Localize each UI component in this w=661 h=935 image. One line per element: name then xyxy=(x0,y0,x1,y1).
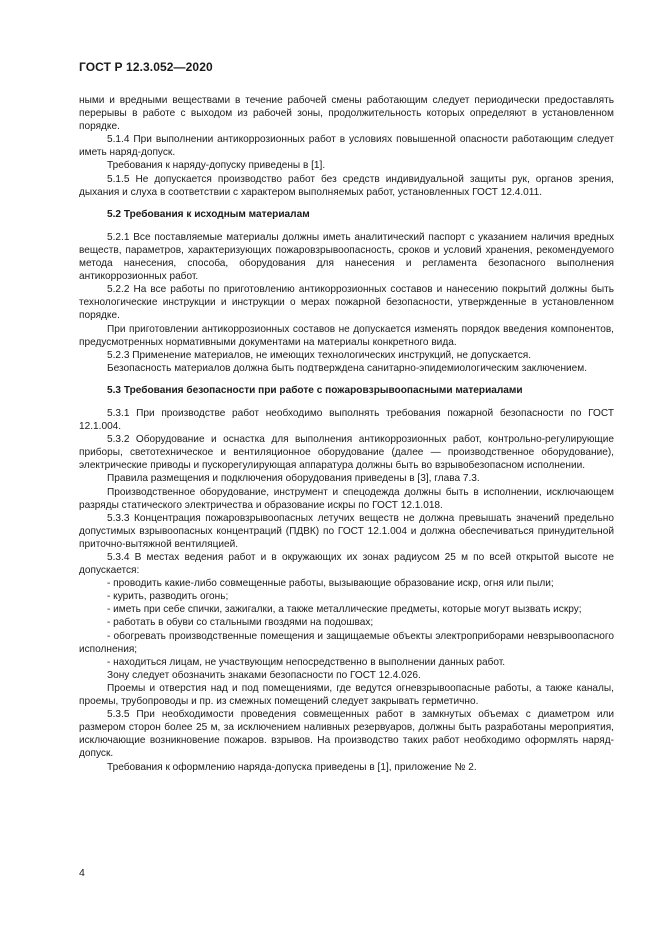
paragraph-continuation: ными и вредными веществами в течение рабочей смены работающим следует периодически предоставлять перерывы в работе с выходом из рабочей зоны, продолжительность которых определяют в установленном порядке. xyxy=(79,95,614,133)
paragraph: При приготовлении антикоррозионных составов не допускается изменять порядок введения компонентов, предусмотренных нормативными документами на материалы конкретного вида. xyxy=(79,323,614,348)
clause-5-3-3: 5.3.3 Концентрация пожаровзрывоопасных летучих веществ не должна превышать значений предельно допустимых взрывоопасных концентраций (ПДВК) по ГОСТ 12.1.004 и должна обеспечиваться принудительной приточно-вытяжной вентиляцией. xyxy=(79,512,614,550)
document-header: ГОСТ Р 12.3.052—2020 xyxy=(79,60,213,74)
clause-5-3-4: 5.3.4 В местах ведения работ и в окружающих их зонах радиусом 25 м по всей открытой высоте не допускается: xyxy=(79,552,614,577)
list-item: - проводить какие-либо совмещенные работы, вызывающие образование искр, огня или пыли; xyxy=(107,578,554,590)
list-item: - работать в обуви со стальными гвоздями на подошвах; xyxy=(107,617,374,629)
paragraph: Проемы и отверстия над и под помещениями, где ведутся огневзрывоопасные работы, а также каналы, проемы, трубопроводы и пр. из смежных помещений следует закрывать герметично. xyxy=(79,682,614,708)
section-heading-5-2: 5.2 Требования к исходным материалам xyxy=(107,208,310,220)
clause-5-2-2: 5.2.2 На все работы по приготовлению антикоррозионных составов и нанесению покрытий должны быть технологические инструкции и инструкции о мерах пожарной безопасности, утвержденные в установленном порядке. xyxy=(79,284,614,322)
list-item: - находиться лицам, не участвующим непосредственно в выполнении данных работ. xyxy=(107,656,506,668)
clause-5-1-5: 5.1.5 Не допускается производство работ без средств индивидуальной защиты рук, органов зрения, дыхания и слуха в соответствии с характером выполняемых работ, установленных ГОСТ 12.4.011. xyxy=(79,173,614,198)
section-heading-5-3: 5.3 Требования безопасности при работе с пожаровзрывоопасными материалами xyxy=(107,384,523,396)
clause-5-3-1: 5.3.1 При производстве работ необходимо выполнять требования пожарной безопасности по ГОСТ 12.1.004. xyxy=(79,407,614,433)
list-item: - курить, разводить огонь; xyxy=(107,591,229,603)
permit-reference: Требования к наряду-допуску приведены в [1]. xyxy=(107,160,326,172)
paragraph: Правила размещения и подключения оборудования приведены в [3], глава 7.3. xyxy=(107,473,480,485)
document-body xyxy=(79,94,614,774)
clause-5-2-1: 5.2.1 Все поставляемые материалы должны иметь аналитический паспорт с указанием наличия вредных веществ, параметров, характеризующих пожаровзрывоопасность, сроков и условий хранения, рекомендуемого метода нанесения, способа, оборудования для нанесения и регламента безопасного выполнения антикоррозионных работ. xyxy=(79,231,614,283)
paragraph: Требования к оформлению наряда-допуска приведены в [1], приложение № 2. xyxy=(107,761,477,773)
page-number: 4 xyxy=(79,867,85,879)
paragraph: Безопасность материалов должна быть подтверждена санитарно-эпидемиологическим заключением. xyxy=(107,362,588,374)
list-item: - обогревать производственные помещения и защищаемые объекты электроприборами невзрывоопасного исполнения; xyxy=(79,630,614,655)
paragraph: Зону следует обозначить знаками безопасности по ГОСТ 12.4.026. xyxy=(107,669,421,681)
clause-5-1-4: 5.1.4 При выполнении антикоррозионных работ в условиях повышенной опасности работающим следует иметь наряд-допуск. xyxy=(79,134,614,159)
list-item: - иметь при себе спички, зажигалки, а также металлические предметы, которые могут вызвать искру; xyxy=(107,604,582,616)
paragraph: Производственное оборудование, инструмент и спецодежда должны быть в исполнении, исключающем разряды статического электричества и образование искры по ГОСТ 12.1.018. xyxy=(79,486,614,511)
clause-5-3-5: 5.3.5 При необходимости проведения совмещенных работ в замкнутых объемах с диаметром или размером сторон более 25 м, за исключением наливных резервуаров, должны быть разработаны мероприятия, исключающие возникновение пожаров. взрывов. На производство таких работ необходимо оформлять наряд-допуск. xyxy=(79,709,614,760)
clause-5-2-3: 5.2.3 Применение материалов, не имеющих технологических инструкций, не допускается. xyxy=(107,349,532,361)
clause-5-3-2: 5.3.2 Оборудование и оснастка для выполнения антикоррозионных работ, контрольно-регулирующие приборы, светотехническое и вентиляционное оборудование (далее — производственное оборудование), электрические приводы и пускорегулирующая аппаратура должны быть во взрывобезопасном исполнении. xyxy=(79,434,614,472)
